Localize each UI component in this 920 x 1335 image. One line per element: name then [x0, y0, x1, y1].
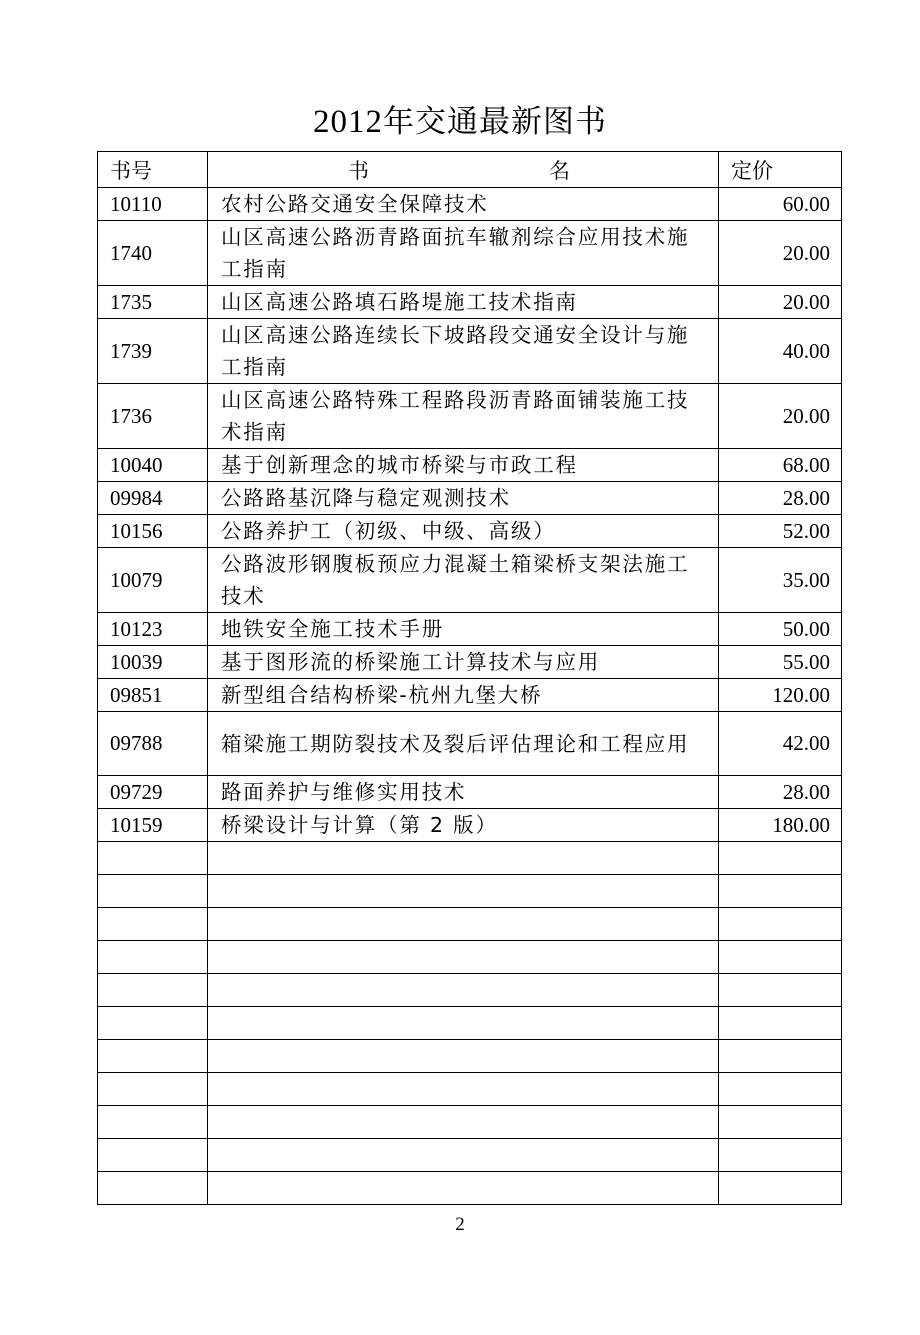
header-code: 书号: [98, 152, 208, 188]
book-name: 地铁安全施工技术手册: [208, 613, 719, 646]
table-row: [98, 286, 842, 319]
book-code: 09851: [98, 679, 208, 712]
book-name: 新型组合结构桥梁-杭州九堡大桥: [208, 679, 719, 712]
empty-row: [98, 842, 842, 875]
page-title: [0, 96, 920, 141]
empty-cell: [719, 842, 842, 875]
table-row: [98, 646, 842, 679]
empty-cell: [208, 1040, 719, 1073]
book-price: 20.00: [719, 221, 842, 286]
empty-cell: [719, 1106, 842, 1139]
book-price: 28.00: [719, 482, 842, 515]
header-name-part2: 名: [549, 158, 570, 183]
book-price: 68.00: [719, 449, 842, 482]
empty-cell: [719, 941, 842, 974]
empty-cell: [719, 1007, 842, 1040]
empty-cell: [208, 1073, 719, 1106]
empty-row: [98, 1007, 842, 1040]
empty-cell: [98, 1073, 208, 1106]
book-name: 公路波形钢腹板预应力混凝土箱梁桥支架法施工技术: [208, 548, 719, 613]
header-name: [208, 152, 719, 188]
empty-cell: [208, 941, 719, 974]
table-row: [98, 384, 842, 449]
book-code: 1736: [98, 384, 208, 449]
book-price: 20.00: [719, 384, 842, 449]
book-code: 1735: [98, 286, 208, 319]
empty-cell: [208, 1106, 719, 1139]
empty-cell: [98, 875, 208, 908]
book-name: 路面养护与维修实用技术: [208, 776, 719, 809]
book-code: 09984: [98, 482, 208, 515]
book-name: 箱梁施工期防裂技术及裂后评估理论和工程应用: [208, 712, 719, 776]
empty-cell: [719, 1172, 842, 1205]
book-code: 10110: [98, 188, 208, 221]
empty-cell: [719, 1139, 842, 1172]
book-code: 10039: [98, 646, 208, 679]
table-row: [98, 482, 842, 515]
book-code: 10079: [98, 548, 208, 613]
book-code: 10123: [98, 613, 208, 646]
book-code: 10040: [98, 449, 208, 482]
table-row: [98, 776, 842, 809]
empty-row: [98, 875, 842, 908]
empty-cell: [208, 1007, 719, 1040]
book-price: 55.00: [719, 646, 842, 679]
book-price: 60.00: [719, 188, 842, 221]
book-table: [97, 151, 842, 1205]
table-row: [98, 515, 842, 548]
book-price: 40.00: [719, 319, 842, 384]
book-code: 1739: [98, 319, 208, 384]
table-header-row: [98, 152, 842, 188]
empty-cell: [98, 1007, 208, 1040]
empty-cell: [98, 842, 208, 875]
empty-cell: [208, 1172, 719, 1205]
book-price: 50.00: [719, 613, 842, 646]
empty-row: [98, 1106, 842, 1139]
empty-cell: [719, 1073, 842, 1106]
book-price: 52.00: [719, 515, 842, 548]
empty-cell: [98, 1172, 208, 1205]
empty-cell: [98, 1139, 208, 1172]
empty-cell: [208, 875, 719, 908]
book-price: 28.00: [719, 776, 842, 809]
table-row: [98, 809, 842, 842]
page-number: 2: [455, 1214, 465, 1235]
table-row: [98, 319, 842, 384]
empty-row: [98, 1172, 842, 1205]
empty-cell: [208, 908, 719, 941]
book-price: 35.00: [719, 548, 842, 613]
empty-cell: [719, 875, 842, 908]
table-row: [98, 449, 842, 482]
empty-row: [98, 1139, 842, 1172]
book-code: 10159: [98, 809, 208, 842]
table-row: [98, 221, 842, 286]
book-code: 1740: [98, 221, 208, 286]
empty-cell: [208, 974, 719, 1007]
empty-cell: [98, 1106, 208, 1139]
empty-row: [98, 974, 842, 1007]
empty-row: [98, 941, 842, 974]
empty-cell: [98, 974, 208, 1007]
book-name: 山区高速公路沥青路面抗车辙剂综合应用技术施工指南: [208, 221, 719, 286]
book-price: 20.00: [719, 286, 842, 319]
book-price: 180.00: [719, 809, 842, 842]
book-code: 10156: [98, 515, 208, 548]
book-code: 09788: [98, 712, 208, 776]
empty-row: [98, 1073, 842, 1106]
book-name: 基于图形流的桥梁施工计算技术与应用: [208, 646, 719, 679]
empty-row: [98, 908, 842, 941]
table-row: [98, 548, 842, 613]
book-name: 山区高速公路特殊工程路段沥青路面铺装施工技术指南: [208, 384, 719, 449]
empty-cell: [98, 1040, 208, 1073]
book-name: 山区高速公路连续长下坡路段交通安全设计与施工指南: [208, 319, 719, 384]
empty-cell: [208, 1139, 719, 1172]
table-row: [98, 712, 842, 776]
book-price: 120.00: [719, 679, 842, 712]
table-row: [98, 188, 842, 221]
title-text: 年交通最新图书: [383, 104, 607, 140]
empty-cell: [98, 908, 208, 941]
header-name-part1: 书: [348, 158, 369, 183]
book-code: 09729: [98, 776, 208, 809]
book-name: 公路养护工（初级、中级、高级）: [208, 515, 719, 548]
book-name: 公路路基沉降与稳定观测技术: [208, 482, 719, 515]
header-price: 定价: [719, 152, 842, 188]
empty-row: [98, 1040, 842, 1073]
book-name: 基于创新理念的城市桥梁与市政工程: [208, 449, 719, 482]
empty-cell: [208, 842, 719, 875]
empty-cell: [719, 974, 842, 1007]
empty-cell: [719, 1040, 842, 1073]
empty-cell: [98, 941, 208, 974]
table-row: [98, 679, 842, 712]
book-name: 农村公路交通安全保障技术: [208, 188, 719, 221]
book-name: 桥梁设计与计算（第 2 版）: [208, 809, 719, 842]
book-name: 山区高速公路填石路堤施工技术指南: [208, 286, 719, 319]
table-row: [98, 613, 842, 646]
title-year: 2012: [313, 104, 383, 140]
empty-cell: [719, 908, 842, 941]
book-price: 42.00: [719, 712, 842, 776]
table-body: [98, 188, 842, 1205]
